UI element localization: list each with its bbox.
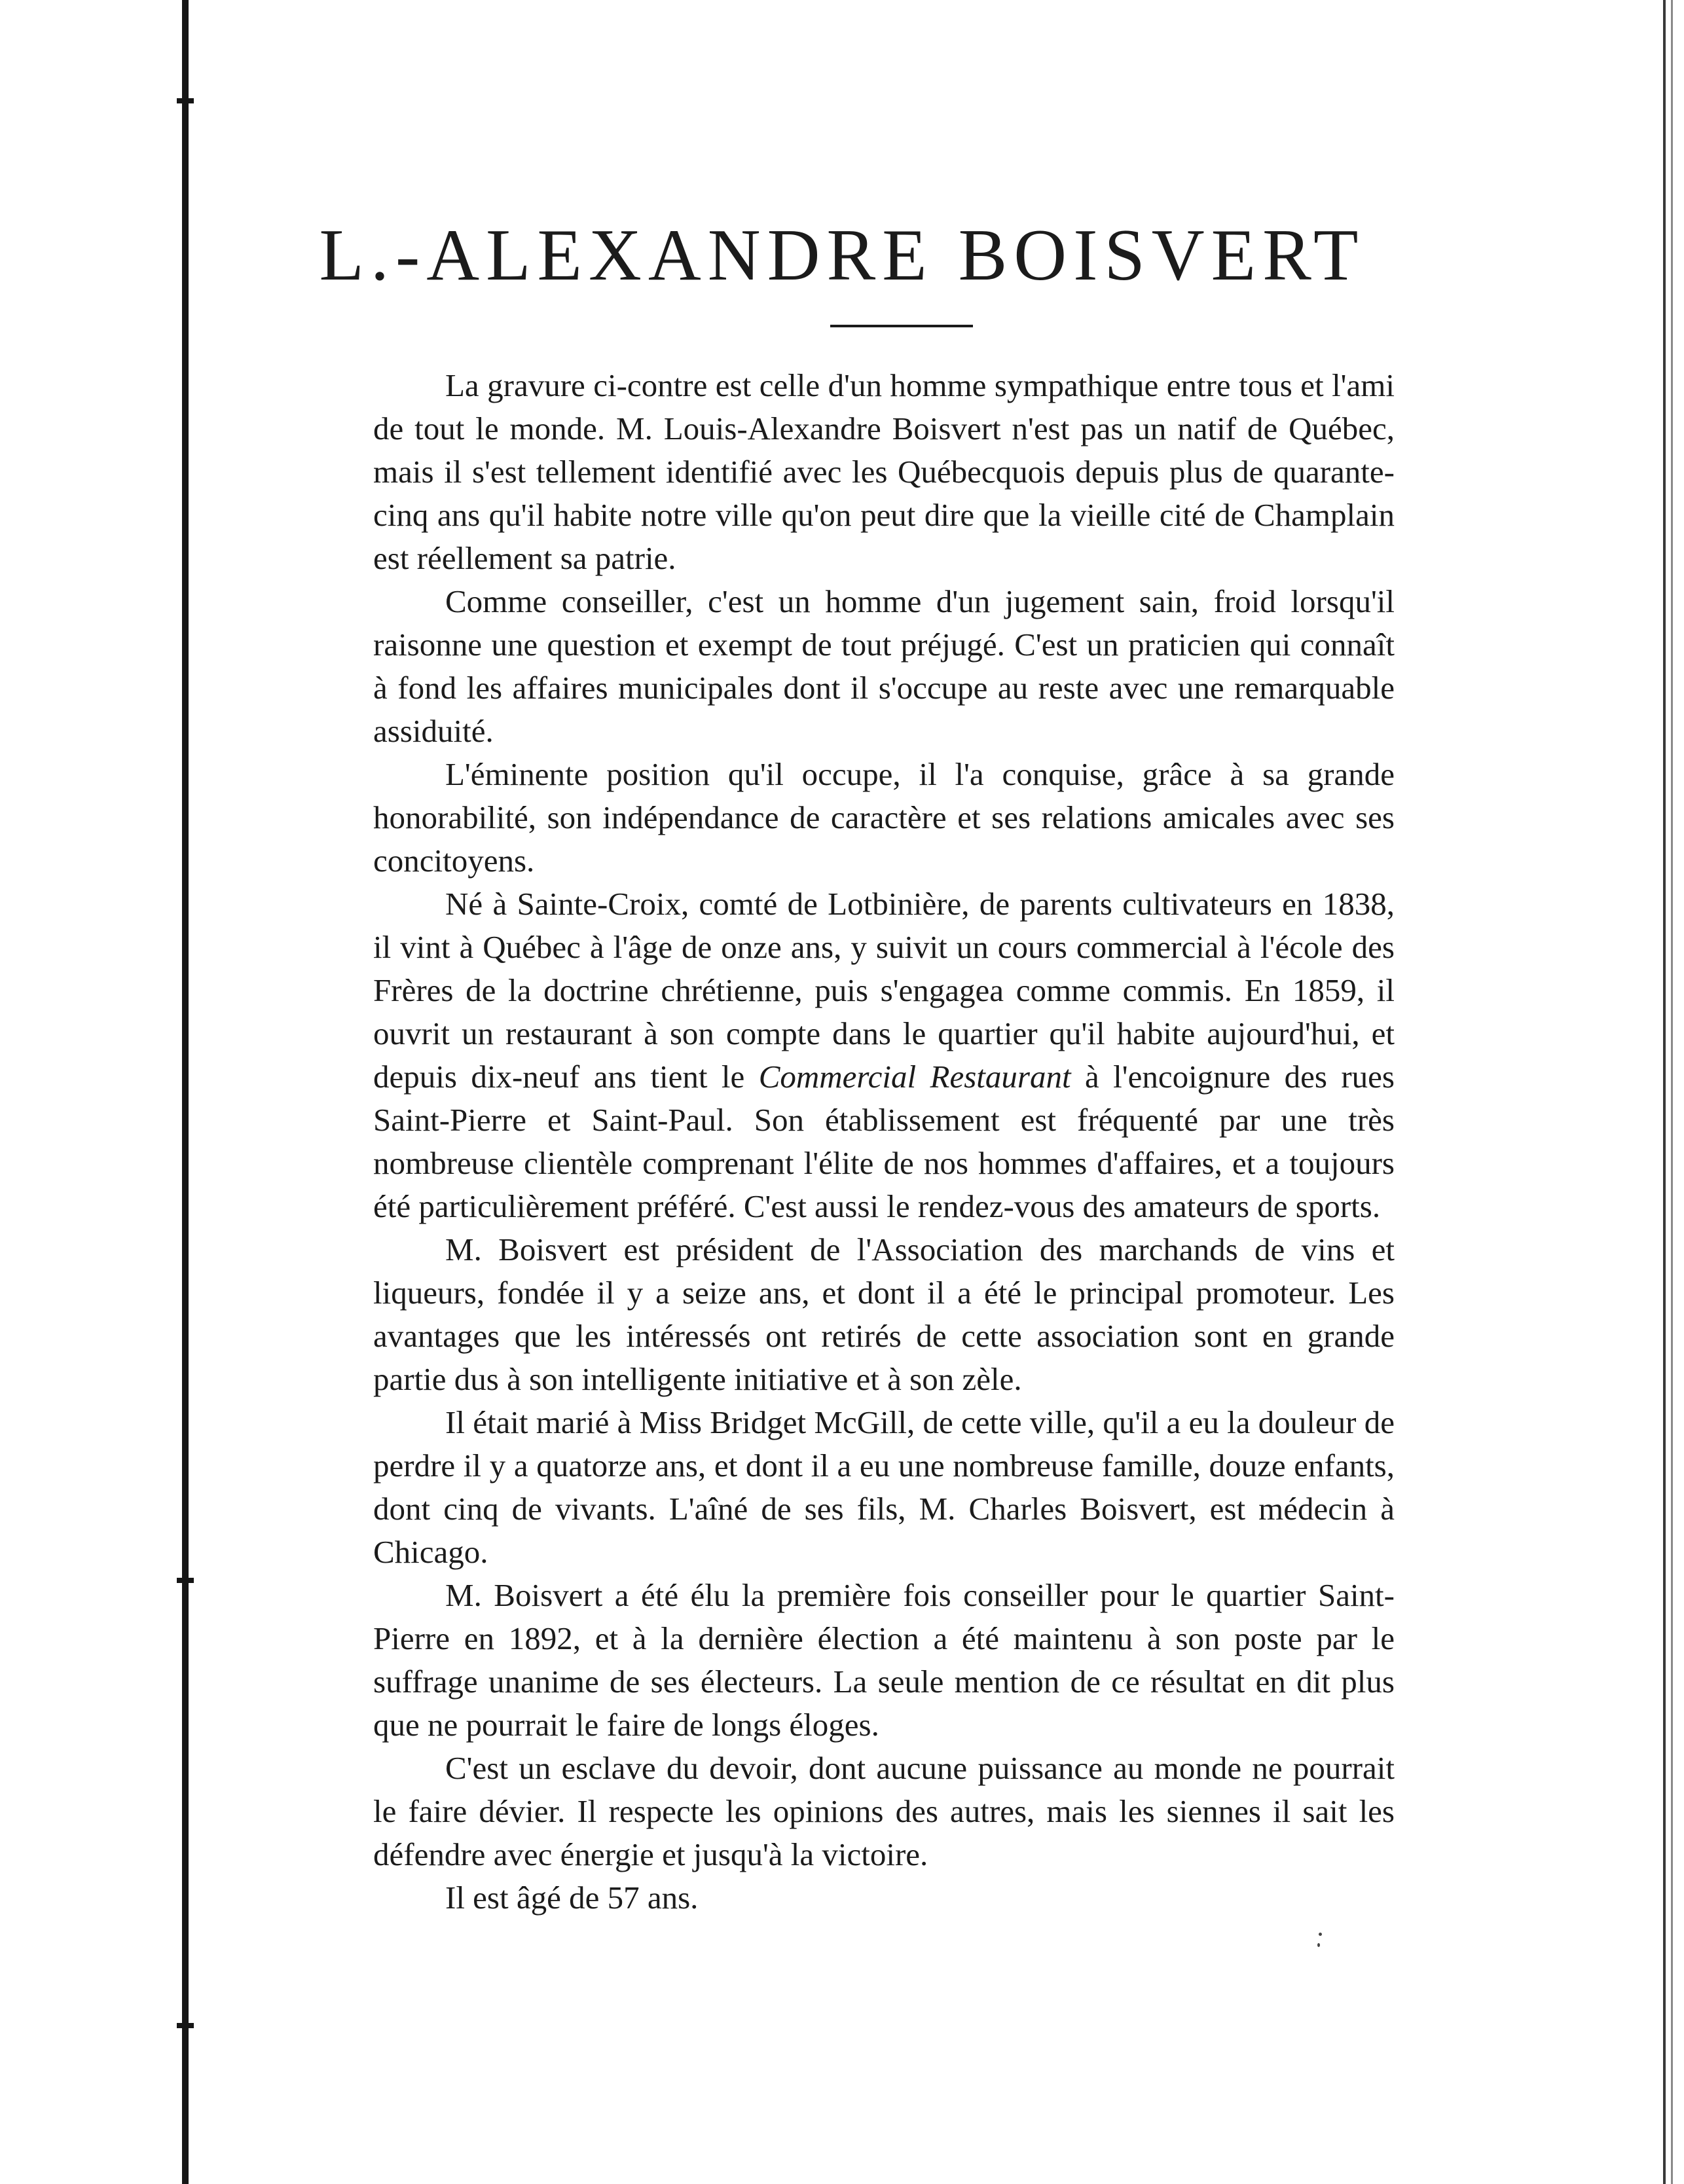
paragraph-intro: La gravure ci-contre est celle d'un homme sympathique entre tous et l'ami de tout le monde. M. Louis-Alexandre Boisvert n'est pas un natif de Québec, mais il s'est tellement identifié avec les Québecquois depuis plus de quarante-cinq ans qu'il habite notre ville qu'on peut dire que la vieille cité de Champlain est réellement sa patrie. [373, 367, 1395, 576]
binding-notch [177, 98, 194, 103]
paragraph-family: Il était marié à Miss Bridget McGill, de cette ville, qu'il a eu la douleur de perdre il y a quatorze ans, et dont il a eu une nombreuse famille, douze enfants, dont cinq de vivants. L'aîné de ses fils, M. Charles Boisvert, est médecin à Chicago. [373, 1404, 1395, 1570]
paragraph-position: L'éminente position qu'il occupe, il l'a conquise, grâce à sa grande honorabilité, son indépendance de caractère et ses relations amicales avec ses concitoyens. [373, 756, 1395, 879]
title-divider [830, 325, 973, 327]
paragraph-councillor: Comme conseiller, c'est un homme d'un jugement sain, froid lorsqu'il raisonne une question et exempt de tout préjugé. C'est un praticien qui connaît à fond les affaires municipales dont il s'occupe au reste avec une remarquable assiduité. [373, 583, 1395, 749]
restaurant-name: Commercial Restaurant [758, 1059, 1071, 1095]
paragraph-character: C'est un esclave du devoir, dont aucune puissance au monde ne pourrait le faire dévier. Il respecte les opinions des autres, mais les siennes il sait les défendre avec énergie et jusqu'à la victoire. [373, 1750, 1395, 1872]
page-margin-left [0, 0, 182, 2184]
page-title: L.-ALEXANDRE BOISVERT [319, 215, 1365, 296]
article-body [373, 364, 1395, 1920]
scan-speck [1319, 1933, 1322, 1936]
scan-speck [1317, 1943, 1320, 1947]
page-edge-right-outer [1671, 0, 1673, 2184]
paragraph-biography [373, 883, 1395, 1228]
binding-notch [177, 2023, 194, 2028]
biography-text-start: Né à Sainte-Croix, comté de Lotbinière, de parents cultivateurs en 1838, il vint à Québec à l'âge de onze ans, y suivit un cours commercial à l'école des Frères de la doctrine chrétienne, puis s'engagea comme commis. En 1859, il ouvrit un restaurant à son compte dans le quartier qu'il habite aujourd'hui, et depuis dix-neuf ans tient le [373, 886, 1395, 1095]
page-edge-right [1663, 0, 1666, 2184]
paragraph-association: M. Boisvert est président de l'Association des marchands de vins et liqueurs, fondée il y a seize ans, et dont il a été le principal promoteur. Les avantages que les intéressés ont retirés de cette association sont en grande partie dus à son intelligente initiative et à son zèle. [373, 1231, 1395, 1397]
biography-text-end: à l'encoignure des rues Saint-Pierre et Saint-Paul. Son établissement est fréquenté par une très nombreuse clientèle comprenant l'élite de nos hommes d'affaires, et a toujours été particulièrement préféré. C'est aussi le rendez-vous des amateurs de sports. [373, 1059, 1395, 1224]
binding-notch [177, 1578, 194, 1583]
binding-edge [182, 0, 189, 2184]
paragraph-election: M. Boisvert a été élu la première fois conseiller pour le quartier Saint-Pierre en 1892, et à la dernière élection a été maintenu à son poste par le suffrage unanime de ses électeurs. La seule mention de ce résultat en dit plus que ne pourrait le faire de longs éloges. [373, 1577, 1395, 1743]
paragraph-age: Il est âgé de 57 ans. [445, 1880, 699, 1916]
